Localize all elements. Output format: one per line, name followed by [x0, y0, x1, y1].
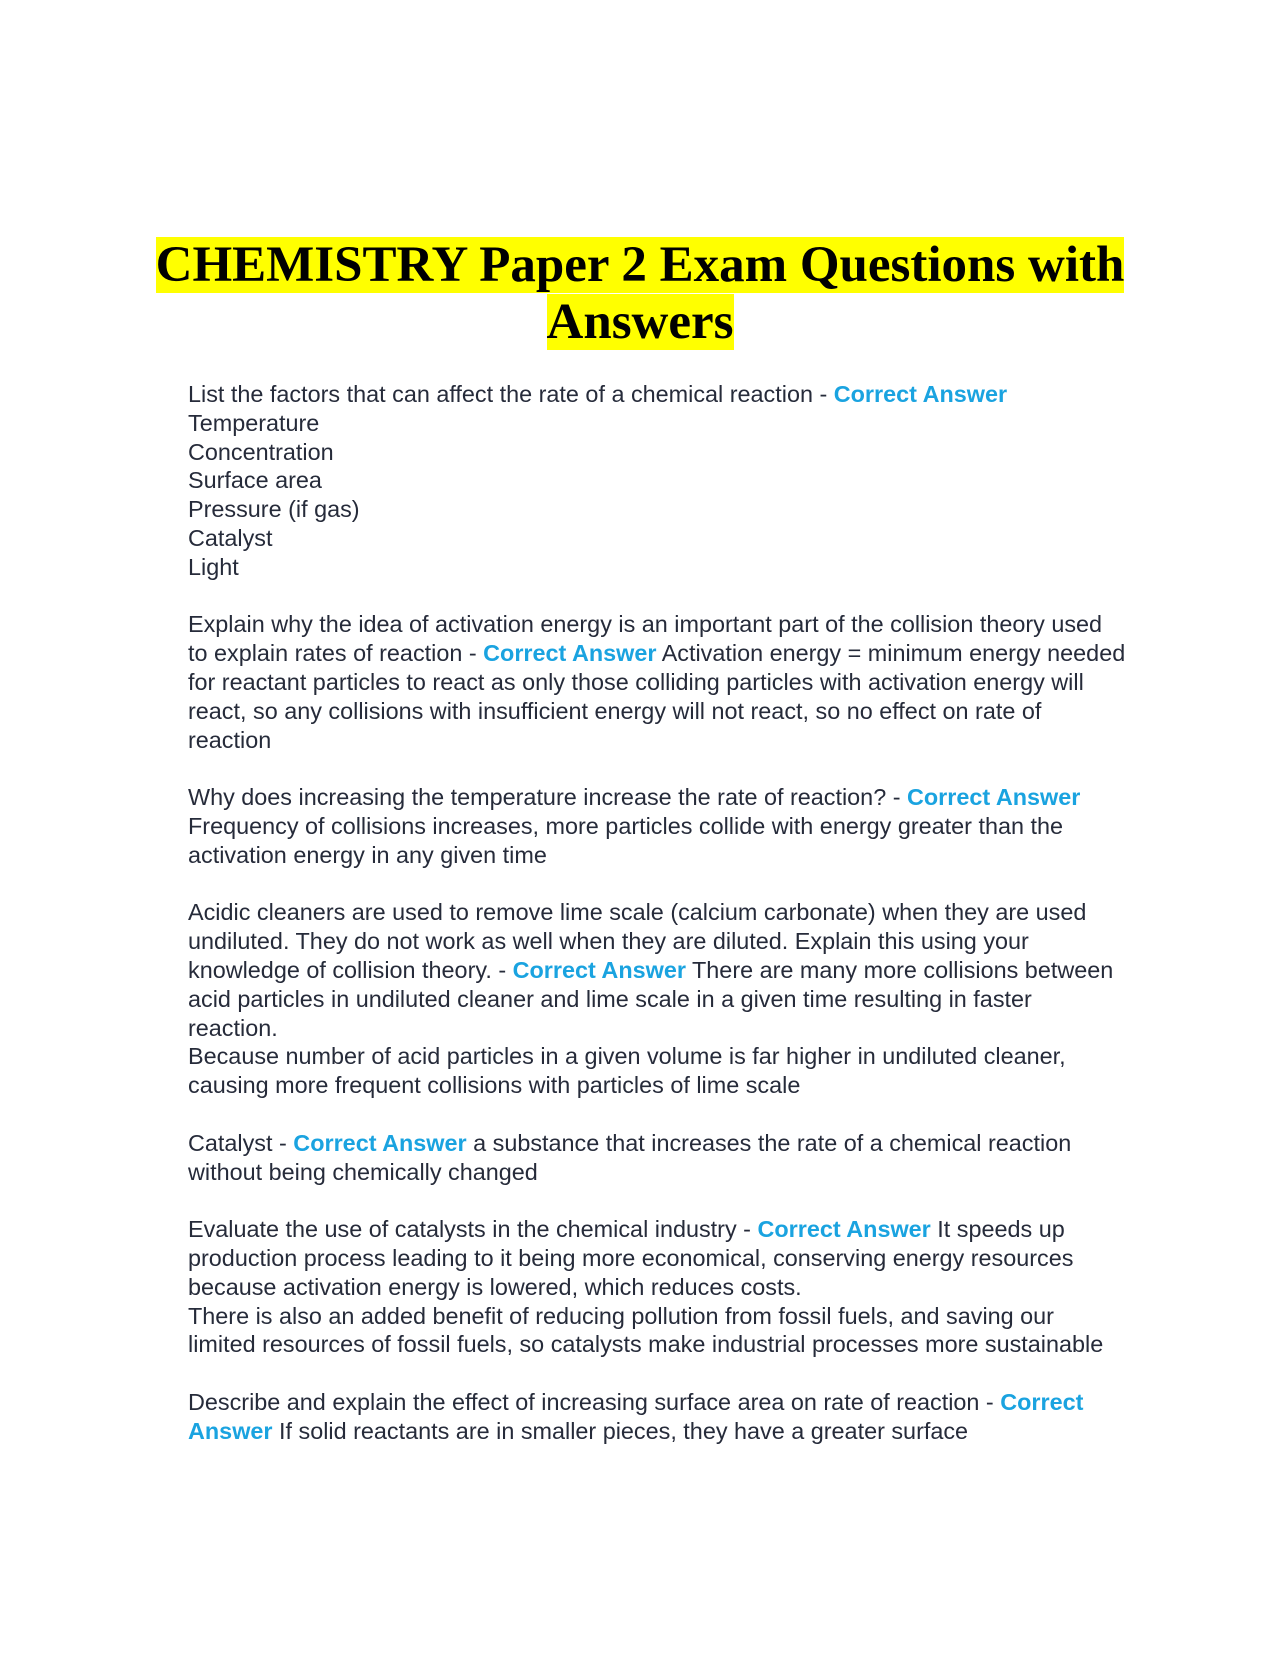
answer-list-item: Surface area — [188, 467, 322, 494]
answer-list-item: Pressure (if gas) — [188, 496, 360, 523]
qa-item — [188, 610, 1128, 754]
question-text: List the factors that can affect the rate of a chemical reaction - — [188, 381, 828, 407]
qa-item — [188, 898, 1128, 1100]
answer-list-item: Temperature — [188, 409, 320, 436]
question-text: Catalyst - — [188, 1129, 287, 1156]
answer-text: It speeds up production process leading to it being more economical, conserving energy resources because activation energy is lowered, which reduces costs. — [188, 1216, 1074, 1300]
correct-answer-label: Correct Answer — [757, 1216, 931, 1243]
correct-answer-label: Correct Answer — [293, 1129, 467, 1156]
correct-answer-label: Correct Answer — [907, 784, 1081, 811]
correct-answer-label: Correct Answer — [512, 956, 686, 983]
correct-answer-label: Correct Answer — [833, 381, 1008, 407]
question-text: Explain why the idea of activation energy is an important part of the collision theory used to explain rates of reaction - — [188, 611, 1103, 667]
qa-item — [188, 380, 1128, 582]
question-text: Evaluate the use of catalysts in the chemical industry - — [188, 1216, 751, 1243]
answer-text-continued: Because number of acid particles in a given volume is far higher in undiluted cleaner, causing more frequent collisions with particles of lime scale — [188, 1043, 1066, 1099]
answer-text-continued: There is also an added benefit of reducing pollution from fossil fuels, and saving our limited resources of fossil fuels, so catalysts make industrial processes more sustainable — [188, 1302, 1104, 1358]
answer-text: There are many more collisions between acid particles in undiluted cleaner and lime scale in a given time resulting in faster reaction. — [188, 956, 1114, 1041]
answer-text: If solid reactants are in smaller pieces, they have a greater surface — [279, 1417, 969, 1444]
question-text: Describe and explain the effect of increasing surface area on rate of reaction - — [188, 1388, 994, 1415]
question-text: Why does increasing the temperature increase the rate of reaction? - — [188, 784, 901, 811]
title-highlight: CHEMISTRY Paper 2 Exam Questions with Answers — [155, 237, 1125, 350]
qa-item — [188, 1129, 1128, 1187]
qa-item — [188, 1215, 1128, 1359]
answer-list-item: Concentration — [188, 438, 334, 465]
correct-answer-label: Correct Answer — [188, 1388, 1084, 1444]
correct-answer-label: Correct Answer — [483, 640, 657, 667]
document-title — [130, 237, 1150, 351]
answer-text: Activation energy = minimum energy needed for reactant particles to react as only those colliding particles with activation energy will react, so any collisions with insufficient energy will not react, so no effect on rate of reaction — [188, 640, 1126, 753]
question-text: Acidic cleaners are used to remove lime scale (calcium carbonate) when they are used undiluted. They do not work as well when they are diluted. Explain this using your knowledge of collision theory. - — [188, 899, 1087, 983]
qa-item — [188, 783, 1128, 869]
answer-list-item: Light — [188, 553, 239, 580]
answer-list-item: Catalyst — [188, 524, 273, 551]
document-body — [188, 380, 1128, 1474]
qa-item — [188, 1388, 1128, 1446]
answer-text: Frequency of collisions increases, more particles collide with energy greater than the activation energy in any given time — [188, 812, 1063, 868]
answer-text: a substance that increases the rate of a chemical reaction without being chemically changed — [188, 1129, 1072, 1185]
